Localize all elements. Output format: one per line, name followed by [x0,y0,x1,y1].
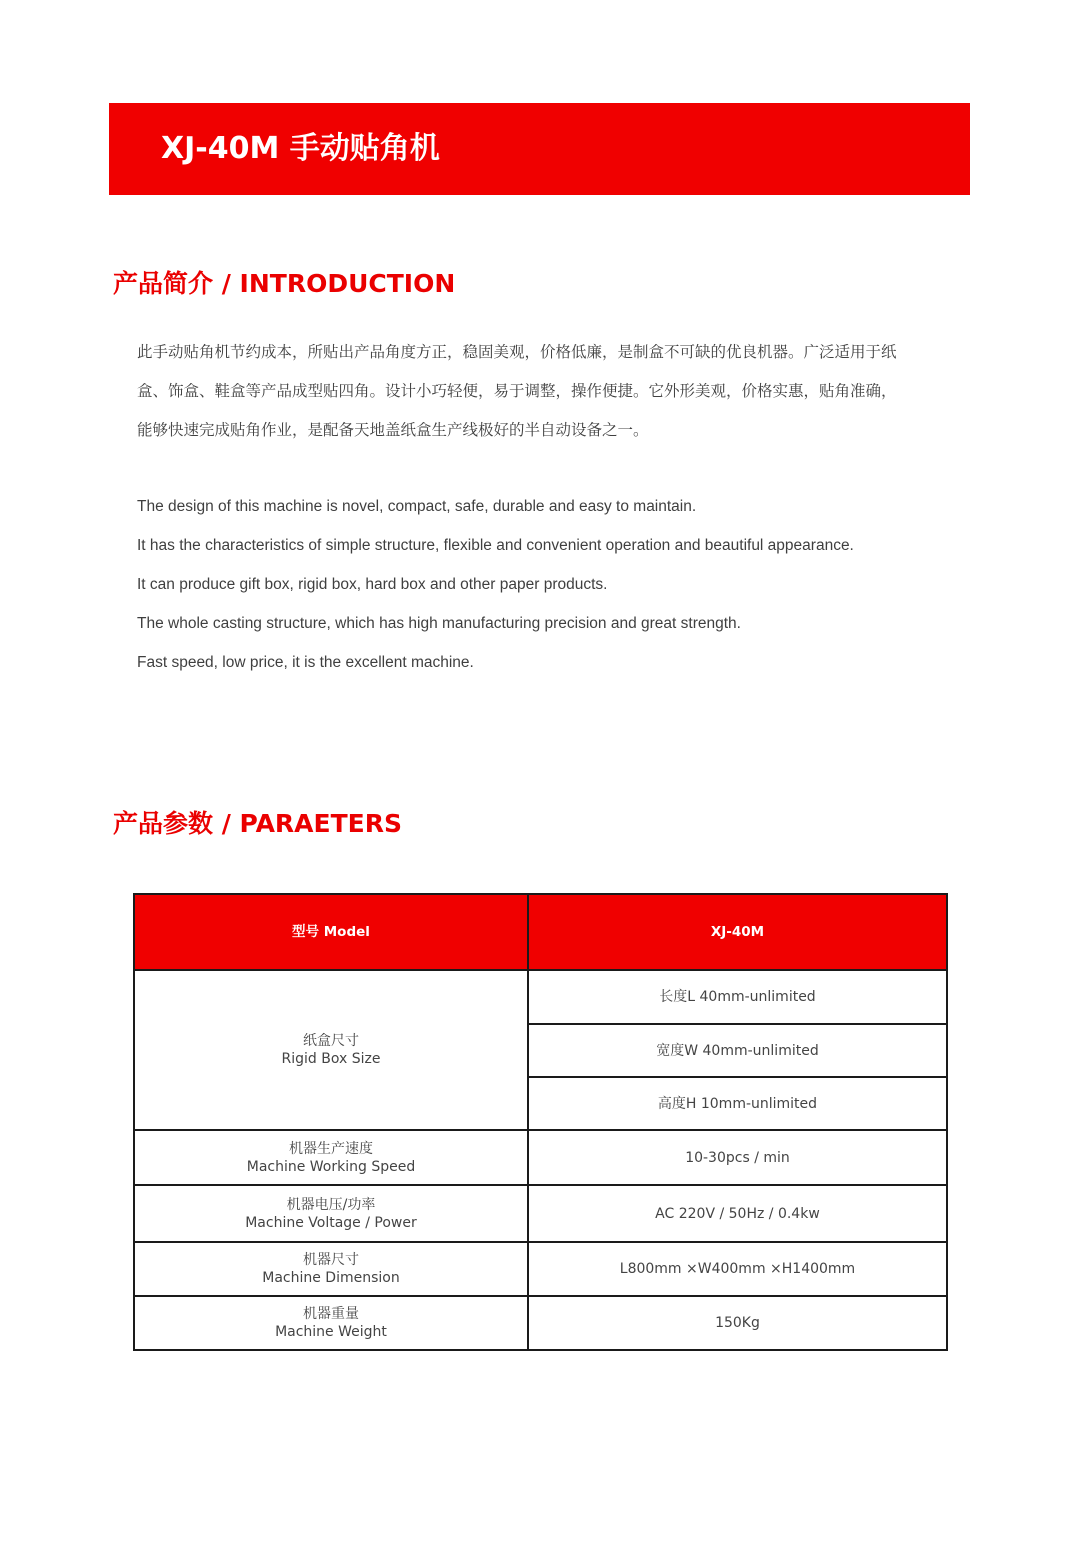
voltage-value: AC 220V / 50Hz / 0.4kw [528,1185,947,1242]
header-model-value: XJ-40M [528,894,947,970]
speed-label-en: Machine Working Speed [246,1158,416,1175]
page-title: XJ-40M 手动贴角机 [161,131,440,166]
weight-label-zh: 机器重量 [302,1306,359,1322]
intro-zh-line: 盒、饰盒、鞋盒等产品成型贴四角。设计小巧轻便，易于调整，操作便捷。它外形美观，价格实惠，贴角准确， [137,382,897,400]
intro-en-line: The whole casting structure, which has high manufacturing precision and great strength. [137,615,741,632]
dimension-label-en: Machine Dimension [262,1270,400,1286]
dimension-label [134,1242,528,1296]
voltage-label [134,1185,528,1242]
intro-en-line: Fast speed, low price, it is the excellent machine. [137,654,474,671]
dimension-value: L800mm ×W400mm ×H1400mm [528,1242,947,1296]
intro-zh-line: 此手动贴角机节约成本，所贴出产品角度方正，稳固美观，价格低廉，是制盒不可缺的优良机器。广泛适用于纸 [137,343,897,361]
table-header-row [134,894,947,970]
table-row [134,1242,947,1296]
table-row [134,1130,947,1185]
box-height-value: 高度H 10mm-unlimited [528,1077,947,1130]
introduction-heading: 产品简介 / INTRODUCTION [113,269,456,298]
box-size-label-zh: 纸盒尺寸 [302,1033,359,1049]
table-row [134,970,947,1024]
header-model-label: 型号 Model [134,894,528,970]
speed-value: 10-30pcs / min [528,1130,947,1185]
voltage-label-zh: 机器电压/功率 [286,1196,376,1213]
weight-value: 150Kg [528,1296,947,1350]
box-size-label [134,970,528,1130]
intro-zh-line: 能够快速完成贴角作业，是配备天地盖纸盒生产线极好的半自动设备之一。 [137,421,649,439]
weight-label-en: Machine Weight [275,1324,387,1340]
intro-en-line: It can produce gift box, rigid box, hard box and other paper products. [137,576,608,593]
box-length-value: 长度L 40mm-unlimited [528,970,947,1024]
weight-label [134,1296,528,1350]
speed-label [134,1130,528,1185]
box-size-label-en: Rigid Box Size [281,1051,381,1067]
intro-en-line: The design of this machine is novel, compact, safe, durable and easy to maintain. [137,498,697,515]
parameters-heading: 产品参数 / PARAETERS [113,809,402,838]
table-row [134,1296,947,1350]
spec-table [133,893,948,1351]
speed-label-zh: 机器生产速度 [288,1140,373,1157]
box-width-value: 宽度W 40mm-unlimited [528,1024,947,1077]
intro-en-line: It has the characteristics of simple structure, flexible and convenient operation and beautiful appearance. [137,537,854,554]
table-row [134,1185,947,1242]
dimension-label-zh: 机器尺寸 [302,1252,359,1268]
title-banner [109,103,970,195]
voltage-label-en: Machine Voltage / Power [245,1214,417,1231]
